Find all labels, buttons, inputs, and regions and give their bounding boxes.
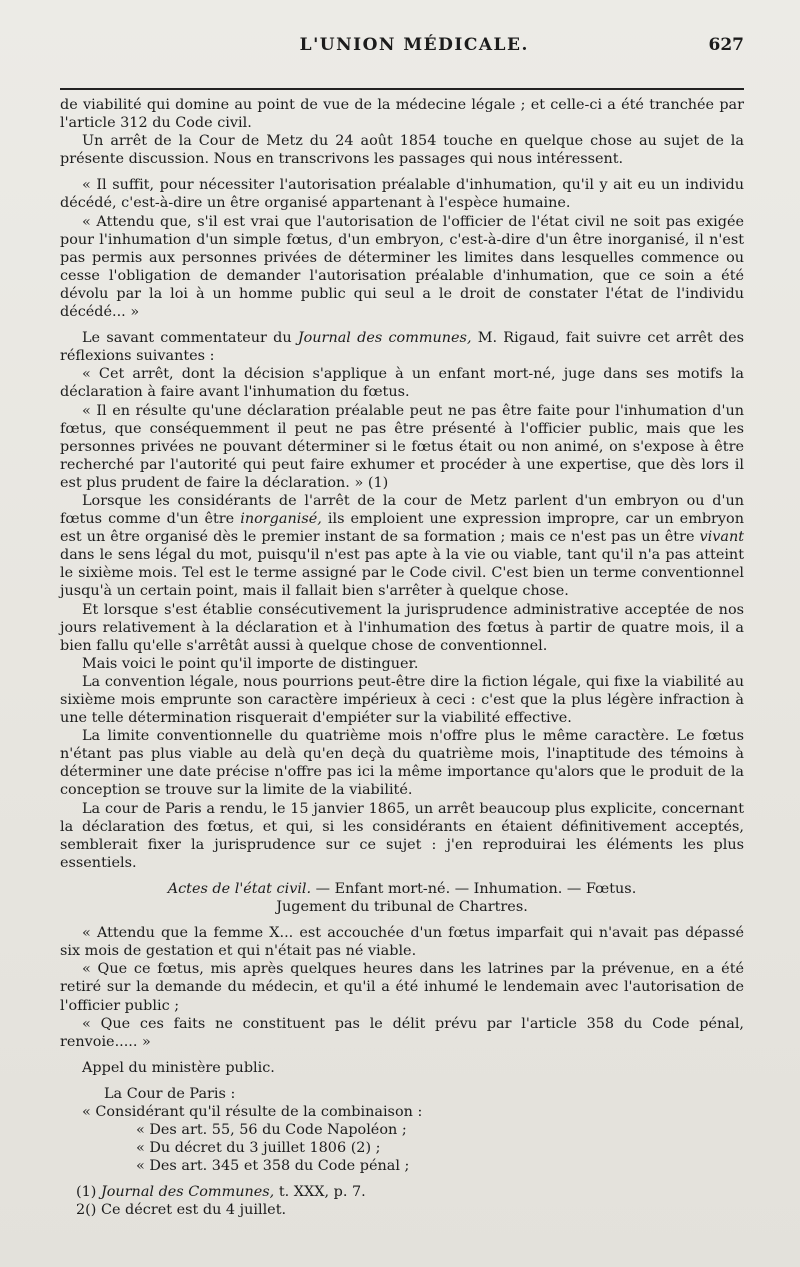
paragraph: Mais voici le point qu'il importe de distinguer. bbox=[82, 655, 419, 672]
footnote: 2() Ce décret est du 4 juillet. bbox=[76, 1202, 287, 1219]
paragraph: La limite conventionnelle du quatrième mois n'offre plus le même caractère. Le fœtus n'étant pas plus viable au delà qu'en deçà du quatrième mois, l'inaptitude des témoins à déterminer une date précise n'offre pas ici la même importance qu'alors que le produit de la conception se trouve sur la limite de la viabilité. bbox=[60, 728, 744, 799]
paragraph: Appel du ministère public. bbox=[82, 1059, 275, 1076]
section-heading: Actes de l'état civil. — Enfant mort-né. — Inhumation. — Fœtus. bbox=[167, 880, 637, 897]
paragraph: Le savant commentateur du Journal des communes, M. Rigaud, fait suivre cet arrêt des réflexions suivantes : bbox=[60, 330, 744, 365]
quote-paragraph: « Que ces faits ne constituent pas le délit prévu par l'article 358 du Code pénal, renvoie..... » bbox=[60, 1015, 744, 1050]
paragraph: La convention légale, nous pourrions peut-être dire la fiction légale, qui fixe la viabilité au sixième mois emprunte son caractère impérieux à ceci : c'est que la plus légère infraction à une telle détermination risquerait d'empiéter sur la viabilité effective. bbox=[60, 673, 744, 727]
footnote: (1) Journal des Communes, t. XXX, p. 7. bbox=[76, 1184, 366, 1201]
footnotes bbox=[60, 1183, 744, 1219]
header-rule bbox=[60, 88, 744, 90]
paragraph: Un arrêt de la Cour de Metz du 24 août 1854 touche en quelque chose au sujet de la présente discussion. Nous en transcrivons les passages qui nous intéressent. bbox=[60, 133, 744, 168]
paragraph: Lorsque les considérants de l'arrêt de la cour de Metz parlent d'un embryon ou d'un fœtus comme d'un être inorganisé, ils emploient une expression impropre, car un embryon est un être organisé dès le premier instant de sa formation ; mais ce n'est pas un être vivant dans le sens légal du mot, puisqu'il n'est pas apte à la vie ou viable, tant qu'il n'a pas atteint le sixième mois. Tel est le terme assigné par le Code civil. C'est bien un terme conventionnel jusqu'à un certain point, mais il fallait bien s'arrêter à quelque chose. bbox=[60, 492, 744, 600]
page-number: 627 bbox=[708, 35, 744, 55]
paragraph: de viabilité qui domine au point de vue de la médecine légale ; et celle-ci a été tranchée par l'article 312 du Code civil. bbox=[60, 97, 744, 132]
article-body bbox=[60, 96, 744, 1175]
journal-title: L'UNION MÉDICALE. bbox=[299, 35, 529, 55]
quote-paragraph: « Attendu que la femme X... est accouchée d'un fœtus imparfait qui n'avait pas dépassé six mois de gestation et qui n'était pas né viable. bbox=[60, 925, 744, 960]
paragraph: La cour de Paris a rendu, le 15 janvier 1865, un arrêt beaucoup plus explicite, concernant la déclaration des fœtus, et qui, si les considérants en étaient définitivement acceptés, semblerait fixer la jurisprudence sur ce sujet : j'en reproduirai les éléments les plus essentiels. bbox=[60, 800, 744, 871]
journal-citation: Journal des communes, bbox=[297, 330, 472, 347]
section-subheading: Jugement du tribunal de Chartres. bbox=[276, 899, 528, 916]
list-item: « Des art. 345 et 358 du Code pénal ; bbox=[136, 1158, 410, 1175]
paragraph: Et lorsque s'est établie consécutivement la jurisprudence administrative acceptée de nos jours relativement à la déclaration et à l'inhumation des fœtus à partir de quatre mois, il a bien fallu qu'elle s'arrêtât aussi à quelque chose de conventionnel. bbox=[60, 601, 744, 654]
quote-paragraph: « Cet arrêt, dont la décision s'applique à un enfant mort-né, juge dans ses motifs la déclaration à faire avant l'inhumation du fœtus. bbox=[60, 366, 744, 401]
paragraph: La Cour de Paris : bbox=[104, 1085, 236, 1102]
quote-paragraph: « Attendu que, s'il est vrai que l'autorisation de l'officier de l'état civil ne soit pas exigée pour l'inhumation d'un simple fœtus, d'un embryon, c'est-à-dire d'un être inorganisé, il n'est pas permis aux personnes privées de déterminer les limites dans lesquelles commence ou cesse l'obligation de demander l'autorisation préalable d'inhumation, que ce soin a été dévolu par la loi à un homme public qui seul a le droit de constater l'état de l'individu décédé... » bbox=[60, 213, 744, 321]
list-item: « Du décret du 3 juillet 1806 (2) ; bbox=[136, 1140, 381, 1157]
quote-paragraph: « Que ce fœtus, mis après quelques heures dans les latrines par la prévenue, en a été retiré sur la demande du médecin, et qu'il a été inhumé le lendemain avec l'autorisation de l'officier public ; bbox=[60, 961, 744, 1014]
page-header bbox=[60, 30, 744, 60]
quote-paragraph: « Il suffit, pour nécessiter l'autorisation préalable d'inhumation, qu'il y ait eu un individu décédé, c'est-à-dire un être organisé appartenant à l'espèce humaine. bbox=[60, 177, 744, 212]
list-item: « Des art. 55, 56 du Code Napoléon ; bbox=[136, 1122, 407, 1139]
quote-paragraph: « Considérant qu'il résulte de la combinaison : bbox=[82, 1103, 423, 1120]
quote-paragraph: « Il en résulte qu'une déclaration préalable peut ne pas être faite pour l'inhumation d'un fœtus, que conséquemment il peut ne pas être présenté à l'officier public, mais que les personnes privées ne pouvant déterminer si le fœtus était ou non animé, on s'expose à être recherché par l'autorité qui peut faire exhumer et procéder à une expertise, que dès lors il est plus prudent de faire la déclaration. » (1) bbox=[60, 402, 744, 491]
